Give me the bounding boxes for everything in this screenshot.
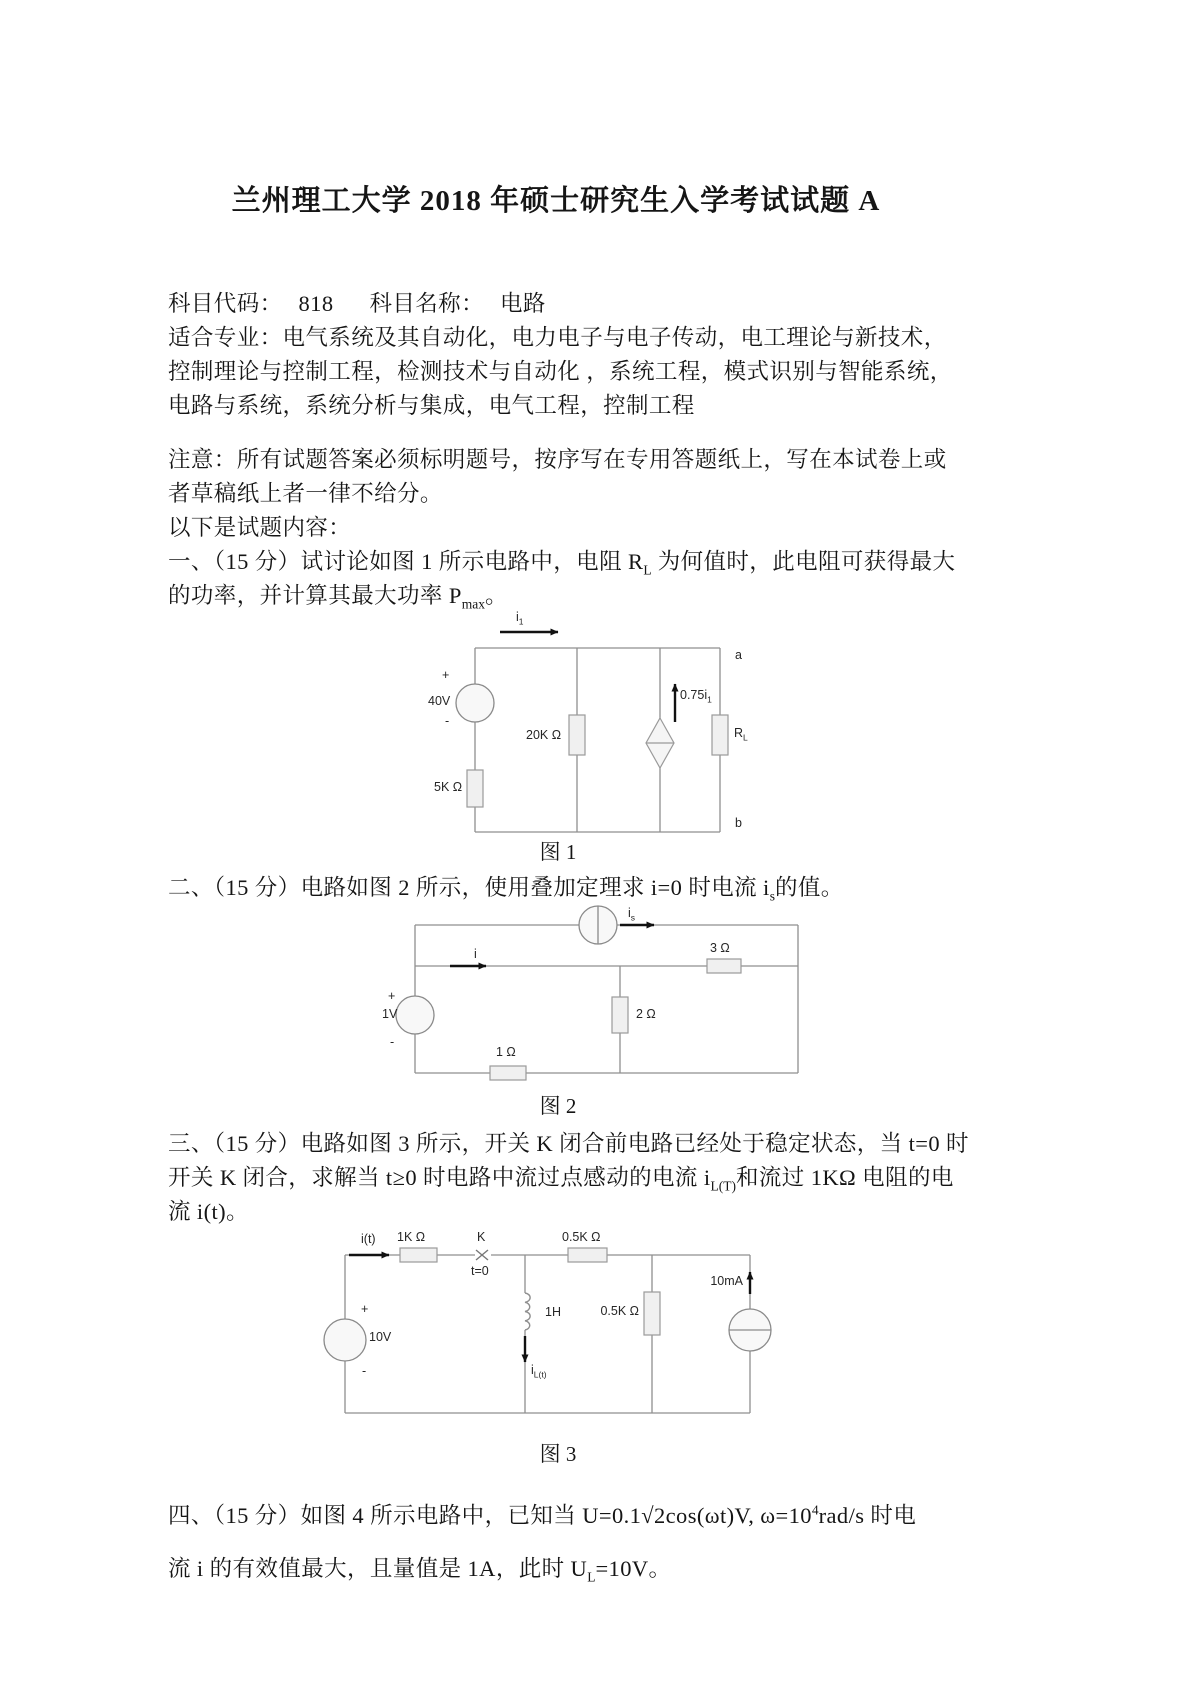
subject-code-label: 科目代码： bbox=[168, 291, 283, 316]
subject-name: 电路 bbox=[499, 291, 546, 316]
subject-name-label: 科目名称： bbox=[369, 291, 484, 316]
figure-2-drawing bbox=[380, 905, 820, 1090]
question-3-line-3: 流 i(t)。 bbox=[168, 1199, 249, 1224]
fig1-node-a-label: a bbox=[735, 648, 742, 662]
majors-line-2: 控制理论与控制工程，检测技术与自动化 ，系统工程，模式识别与智能系统， bbox=[168, 359, 953, 384]
fig1-resistor-20k-label: 20K Ω bbox=[526, 728, 562, 742]
intro-line: 以下是试题内容： bbox=[168, 515, 352, 540]
fig1-plus-label: + bbox=[442, 668, 450, 682]
fig2-is-label: $i_s$ bbox=[628, 906, 636, 923]
figure-3-caption: 图 3 bbox=[539, 1442, 577, 1466]
fig3-minus-label: - bbox=[362, 1364, 367, 1378]
fig1-wires bbox=[475, 648, 720, 832]
fig1-voltage-source bbox=[456, 684, 494, 722]
fig3-plus-label: + bbox=[361, 1302, 369, 1316]
fig1-resistor-rl-label: $R_L$ bbox=[734, 726, 748, 743]
fig1-dep-source-label: $0.75i_1$ bbox=[680, 688, 712, 705]
notice-line-2: 者草稿纸上者一律不给分。 bbox=[168, 481, 443, 506]
fig3-resistor-1k-label: 1K Ω bbox=[397, 1230, 426, 1244]
fig1-resistor-rl bbox=[712, 715, 728, 755]
subject-code: 818 bbox=[298, 291, 334, 316]
fig2-resistor-2ohm bbox=[612, 997, 628, 1033]
fig1-resistor-5k-label: 5K Ω bbox=[434, 780, 463, 794]
fig3-switch-time-label: t=0 bbox=[471, 1264, 489, 1278]
fig3-switch bbox=[476, 1250, 488, 1260]
subject-line bbox=[168, 286, 1068, 318]
question-1-line-2: 的功率，并计算其最大功率 $P_{max}$。 bbox=[168, 583, 508, 612]
fig3-resistor-1k bbox=[400, 1248, 437, 1262]
fig3-inductor bbox=[525, 1293, 530, 1330]
figure-1-circuit bbox=[420, 610, 760, 860]
fig2-resistor-3ohm-label: 3 Ω bbox=[710, 941, 730, 955]
fig3-current-source-label: 10mA bbox=[710, 1274, 743, 1288]
fig1-resistor-20k bbox=[569, 715, 585, 755]
fig2-plus-label: + bbox=[388, 989, 396, 1003]
figure-2-caption: 图 2 bbox=[539, 1094, 577, 1118]
fig2-resistor-1ohm bbox=[490, 1066, 526, 1080]
figure-1-caption: 图 1 bbox=[539, 840, 577, 864]
fig3-resistor-05k-mid bbox=[644, 1292, 660, 1335]
fig3-current-source bbox=[729, 1309, 771, 1351]
question-4-line-2: 流 i 的有效值最大，且量值是 1A，此时 $U_L=10V$。 bbox=[168, 1556, 672, 1585]
fig2-voltage-source bbox=[396, 996, 434, 1034]
figure-3-circuit bbox=[315, 1230, 780, 1430]
fig3-source-label: 10V bbox=[369, 1330, 392, 1344]
fig2-wires bbox=[415, 925, 798, 1073]
fig2-minus-label: - bbox=[390, 1035, 395, 1049]
question-3-line-2: 开关 K 闭合，求解当 t≥0 时电路中流过点感动的电流 $i_{L(T)}$和流过 1KΩ 电阻的电 bbox=[168, 1165, 954, 1194]
fig1-minus-label: - bbox=[445, 714, 450, 728]
fig1-dependent-source bbox=[646, 718, 674, 768]
figure-1-drawing bbox=[420, 610, 760, 860]
fig1-node-b-label: b bbox=[735, 816, 742, 830]
question-4-line-1: 四、（15 分）如图 4 所示电路中，已知当 U=0.1√2cos(ωt)V, $\omega=10^4rad/s$ 时电 bbox=[168, 1502, 917, 1528]
notice-line-1: 注意：所有试题答案必须标明题号，按序写在专用答题纸上，写在本试卷上或 bbox=[168, 447, 947, 472]
fig3-resistor-05k-mid-label: 0.5K Ω bbox=[600, 1304, 639, 1318]
fig3-il-label: $i_{L(t)}$ bbox=[531, 1363, 547, 1380]
fig1-source-label: 40V bbox=[428, 694, 451, 708]
fig2-resistor-1ohm-label: 1 Ω bbox=[496, 1045, 516, 1059]
question-1-line-1: 一、（15 分）试讨论如图 1 所示电路中，电阻 $R_L$ 为何值时，此电阻可获得最大 bbox=[168, 549, 956, 578]
fig1-current-label: $i_1$ bbox=[516, 610, 524, 627]
fig3-voltage-source bbox=[324, 1319, 366, 1361]
question-2-line: 二、（15 分）电路如图 2 所示，使用叠加定理求 i=0 时电流 $i_s$的值。 bbox=[168, 875, 844, 904]
fig2-i-label: i bbox=[474, 947, 477, 961]
majors-line-1: 适合专业：电气系统及其自动化，电力电子与电子传动，电工理论与新技术， bbox=[168, 325, 947, 350]
fig2-resistor-2ohm-label: 2 Ω bbox=[636, 1007, 656, 1021]
fig2-resistor-3ohm bbox=[707, 959, 741, 973]
fig2-current-source bbox=[579, 906, 617, 944]
page-title: 兰州理工大学 2018 年硕士研究生入学考试试题 A bbox=[231, 185, 881, 217]
fig3-it-label: i(t) bbox=[361, 1232, 376, 1246]
fig3-resistor-05k-top bbox=[568, 1248, 607, 1262]
majors-line-3: 电路与系统，系统分析与集成，电气工程，控制工程 bbox=[168, 393, 695, 418]
question-3-line-1: 三、（15 分）电路如图 3 所示，开关 K 闭合前电路已经处于稳定状态，当 t=0 时 bbox=[168, 1131, 969, 1156]
fig3-switch-label: K bbox=[477, 1230, 486, 1244]
fig1-resistor-5k bbox=[467, 770, 483, 807]
fig3-resistor-05k-top-label: 0.5K Ω bbox=[562, 1230, 601, 1244]
figure-2-circuit bbox=[380, 905, 820, 1090]
fig3-inductor-label: 1H bbox=[545, 1305, 561, 1319]
fig2-source-label: 1V bbox=[382, 1007, 398, 1021]
